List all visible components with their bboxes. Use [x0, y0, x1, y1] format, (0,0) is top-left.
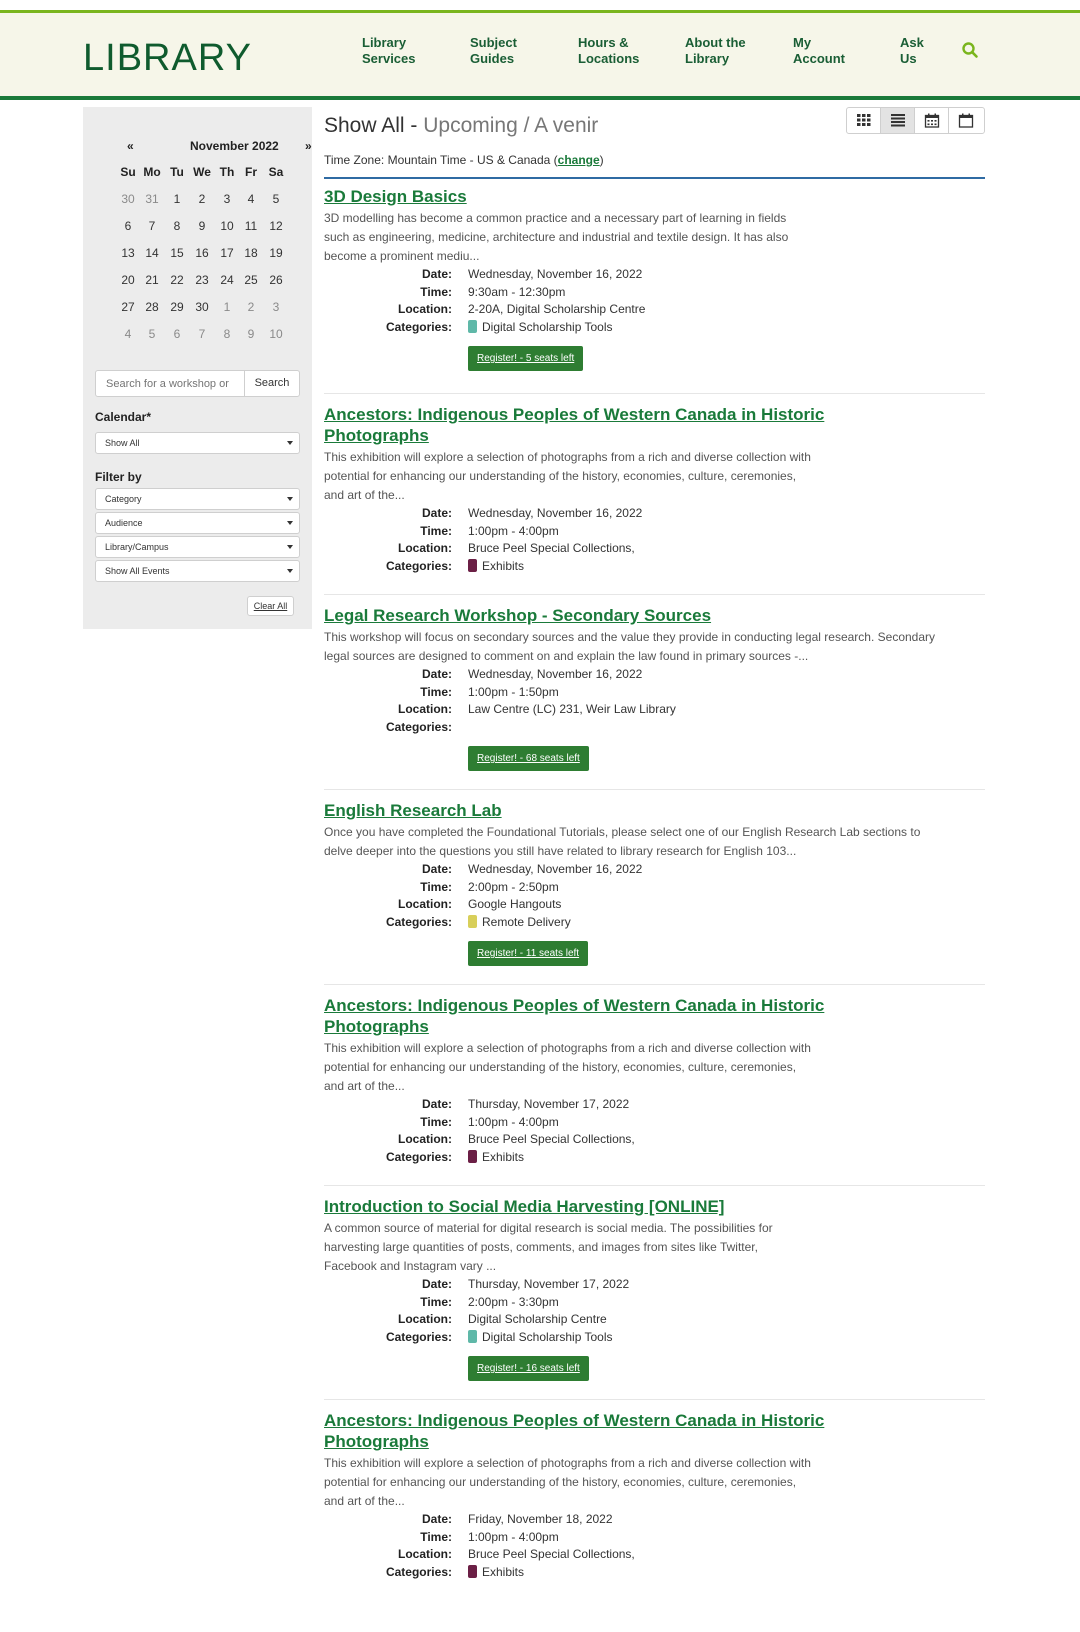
event-category: Remote Delivery — [468, 915, 571, 929]
event-location: Google Hangouts — [468, 897, 562, 911]
calendar-day[interactable]: 3 — [223, 192, 231, 206]
view-switcher — [846, 107, 985, 134]
event-time-row: Time: 1:00pm - 4:00pm — [420, 1529, 559, 1544]
chevron-down-icon — [287, 521, 293, 525]
event-date: Wednesday, November 16, 2022 — [468, 267, 643, 281]
calendar-day[interactable]: 11 — [244, 219, 258, 233]
grid-view-button[interactable] — [847, 108, 881, 133]
weekday-header: We — [193, 165, 211, 179]
calendar-day[interactable]: 27 — [121, 300, 135, 314]
calendar-day[interactable]: 4 — [124, 327, 132, 341]
event-item — [324, 995, 985, 1167]
category-select[interactable]: Category — [95, 488, 300, 510]
event-location-row: Location: Google Hangouts — [398, 897, 562, 911]
calendar-day[interactable]: 3 — [272, 300, 280, 314]
event-location-row: Location: 2-20A, Digital Scholarship Centre — [398, 302, 646, 316]
register-button[interactable]: Register! - 11 seats left — [468, 941, 588, 966]
event-location-row: Location: Bruce Peel Special Collections, — [398, 1547, 635, 1561]
audience-select[interactable]: Audience — [95, 512, 300, 534]
nav-subject-guides[interactable]: Subject Guides — [470, 35, 517, 66]
event-title-link[interactable]: Ancestors: Indigenous Peoples of Western Canada in Historic Photographs — [324, 1411, 825, 1451]
event-location-row: Location: Law Centre (LC) 231, Weir Law Library — [398, 702, 676, 716]
calendar-day[interactable]: 1 — [223, 300, 231, 314]
event-date-row: Date: Wednesday, November 16, 2022 — [421, 506, 643, 520]
day-calendar-icon — [958, 113, 974, 128]
calendar-day[interactable]: 17 — [220, 246, 234, 260]
calendar-month: November 2022 — [190, 139, 279, 153]
event-date: Thursday, November 17, 2022 — [468, 1277, 630, 1291]
event-meta — [324, 1097, 985, 1167]
event-time: 2:00pm - 3:30pm — [468, 1294, 559, 1309]
category-color-swatch — [468, 559, 477, 572]
calendar-label: Calendar* — [95, 410, 152, 424]
workshop-search — [95, 370, 300, 397]
event-title-link[interactable]: Ancestors: Indigenous Peoples of Western Canada in Historic Photographs — [324, 996, 825, 1036]
page-title: Show All - Upcoming / A venir — [324, 114, 599, 137]
event-location-row: Location: Digital Scholarship Centre — [398, 1312, 607, 1326]
event-time-row: Time: 1:00pm - 4:00pm — [420, 523, 559, 538]
nav-library-services[interactable]: Library Services — [362, 35, 416, 66]
event-time: 2:00pm - 2:50pm — [468, 879, 559, 894]
day-view-button[interactable] — [949, 108, 983, 133]
event-category: Digital Scholarship Tools — [468, 320, 613, 334]
library-campus-select[interactable]: Library/Campus — [95, 536, 300, 558]
category-color-swatch — [468, 320, 477, 333]
event-date-row: Date: Thursday, November 17, 2022 — [421, 1097, 630, 1111]
calendar-header — [115, 139, 312, 157]
event-description: 3D modelling has become a common practice and a necessary part of learning in fields such as engineering, medicine, architecture and industrial and textile design. It has also become a prominent mediu... — [324, 211, 789, 263]
event-location-row: Location: Bruce Peel Special Collections, — [398, 1132, 635, 1146]
event-date: Wednesday, November 16, 2022 — [468, 667, 643, 681]
event-meta — [324, 1277, 985, 1347]
event-date-row: Date: Wednesday, November 16, 2022 — [421, 667, 643, 681]
calendar-day[interactable]: 30 — [195, 300, 209, 314]
search-icon[interactable] — [961, 41, 979, 59]
calendar-day[interactable]: 6 — [124, 219, 132, 233]
event-date-row: Date: Friday, November 18, 2022 — [421, 1512, 613, 1526]
category-color-swatch — [468, 1330, 477, 1343]
event-location: Bruce Peel Special Collections, — [468, 1547, 635, 1561]
event-time: 9:30am - 12:30pm — [468, 284, 566, 299]
filter-label: Filter by — [95, 470, 142, 484]
calendar-day[interactable]: 15 — [170, 246, 184, 260]
event-title-link[interactable]: Legal Research Workshop - Secondary Sources — [324, 606, 712, 625]
event-category: Exhibits — [468, 1150, 524, 1164]
calendar-day[interactable]: 9 — [247, 327, 255, 341]
calendar-day[interactable]: 14 — [145, 246, 159, 260]
calendar-day[interactable]: 8 — [173, 219, 181, 233]
event-description: A common source of material for digital research is social media. The possibilities for harvesting large quantities of posts, comments, and images from sites like Twitter, Facebook and Instagram vary ... — [324, 1221, 773, 1273]
event-title-link[interactable]: Introduction to Social Media Harvesting [ONLINE] — [324, 1197, 725, 1216]
event-divider — [324, 393, 985, 394]
event-categories-row: Categories: — [385, 719, 452, 734]
event-description: This exhibition will explore a selection of photographs from a rich and diverse collection with potential for enhancing our understanding of the history, economies, culture, ceremonies, and art of the... — [324, 1041, 811, 1093]
weekday-header: Mo — [143, 165, 161, 179]
event-divider — [324, 789, 985, 790]
event-divider — [324, 594, 985, 595]
calendar-day[interactable]: 2 — [247, 300, 255, 314]
page-subtitle: Upcoming / A venir — [423, 114, 599, 137]
event-item — [324, 1410, 985, 1582]
category-color-swatch — [468, 1565, 477, 1578]
calendar-day[interactable]: 7 — [148, 219, 156, 233]
library-logo[interactable]: LIBRARY — [83, 37, 252, 79]
site-header — [0, 13, 1080, 96]
event-categories-row: Categories: Digital Scholarship Tools — [385, 1329, 613, 1344]
calendar-day[interactable]: 26 — [269, 273, 283, 287]
event-time-row: Time: 2:00pm - 3:30pm — [420, 1294, 559, 1309]
event-divider — [324, 984, 985, 985]
calendar-day[interactable]: 31 — [145, 192, 159, 206]
calendar-day[interactable]: 28 — [145, 300, 159, 314]
calendar-day[interactable]: 20 — [121, 273, 135, 287]
chevron-down-icon — [287, 569, 293, 573]
event-item — [324, 186, 985, 371]
event-time-row: Time: 1:00pm - 4:00pm — [420, 1114, 559, 1129]
event-categories-row: Categories: Digital Scholarship Tools — [385, 319, 613, 334]
event-time-row: Time: 1:00pm - 1:50pm — [420, 684, 559, 699]
event-meta — [324, 267, 985, 337]
event-location: 2-20A, Digital Scholarship Centre — [468, 302, 646, 316]
event-item — [324, 605, 985, 771]
calendar-day[interactable]: 1 — [173, 192, 181, 206]
prev-month-button[interactable]: « — [127, 139, 134, 153]
calendar-day[interactable]: 2 — [198, 192, 206, 206]
event-location-row: Location: Bruce Peel Special Collections, — [398, 541, 635, 555]
event-date: Wednesday, November 16, 2022 — [468, 506, 643, 520]
nav-about-library[interactable]: About the Library — [685, 35, 746, 66]
event-time: 1:00pm - 4:00pm — [468, 523, 559, 538]
event-categories-row: Categories: Exhibits — [385, 1564, 525, 1579]
event-divider — [324, 1185, 985, 1186]
calendar-day[interactable]: 12 — [269, 219, 283, 233]
event-date: Friday, November 18, 2022 — [468, 1512, 613, 1526]
event-item — [324, 800, 985, 966]
event-meta — [324, 862, 985, 932]
event-divider — [324, 1399, 985, 1400]
event-title-link[interactable]: English Research Lab — [324, 801, 502, 820]
calendar-day[interactable]: 6 — [173, 327, 181, 341]
category-color-swatch — [468, 915, 477, 928]
event-meta — [324, 506, 985, 576]
calendar-day[interactable]: 5 — [148, 327, 156, 341]
calendar-select[interactable]: Show All — [95, 432, 300, 454]
events-scope-select[interactable]: Show All Events — [95, 560, 300, 582]
calendar-day[interactable]: 8 — [223, 327, 231, 341]
weekday-header: Tu — [170, 165, 184, 179]
sidebar — [83, 107, 312, 629]
event-time: 1:00pm - 1:50pm — [468, 684, 559, 699]
event-description: Once you have completed the Foundational Tutorials, please select one of our English Research Lab sections to delve deeper into the questions you still have related to library research for English 103... — [324, 825, 921, 858]
register-button[interactable]: Register! - 16 seats left — [468, 1356, 589, 1381]
event-date-row: Date: Wednesday, November 16, 2022 — [421, 862, 643, 876]
event-category: Digital Scholarship Tools — [468, 1330, 613, 1344]
event-time-row: Time: 2:00pm - 2:50pm — [420, 879, 559, 894]
calendar-day[interactable]: 9 — [198, 219, 206, 233]
event-time: 1:00pm - 4:00pm — [468, 1529, 559, 1544]
event-category: Exhibits — [468, 1565, 524, 1579]
event-categories-row: Categories: Remote Delivery — [385, 914, 571, 929]
grid-icon — [856, 113, 872, 127]
category-color-swatch — [468, 1150, 477, 1163]
header-bottom-line — [0, 96, 1080, 100]
event-time: 1:00pm - 4:00pm — [468, 1114, 559, 1129]
workshop-search-input[interactable] — [96, 371, 244, 396]
calendar-day[interactable]: 29 — [170, 300, 184, 314]
list-icon — [890, 113, 906, 127]
calendar-day[interactable]: 4 — [247, 192, 255, 206]
event-description: This workshop will focus on secondary sources and the value they provide in conducting legal research. Secondary legal sources are designed to comment on and explain the law found in primary sources -... — [324, 630, 936, 663]
month-calendar-icon — [924, 113, 940, 128]
calendar-day[interactable]: 7 — [198, 327, 206, 341]
event-location: Digital Scholarship Centre — [468, 1312, 607, 1326]
calendar-day[interactable]: 19 — [269, 246, 283, 260]
event-categories-row: Categories: Exhibits — [385, 558, 525, 573]
calendar-day[interactable]: 30 — [121, 192, 135, 206]
timezone-line: Time Zone: Mountain Time - US & Canada (change) — [324, 153, 604, 167]
event-location: Law Centre (LC) 231, Weir Law Library — [468, 702, 676, 716]
calendar-day[interactable]: 21 — [145, 273, 159, 287]
month-view-button[interactable] — [915, 108, 949, 133]
weekday-header: Fr — [245, 165, 257, 179]
event-time-row: Time: 9:30am - 12:30pm — [420, 284, 566, 299]
calendar-day[interactable]: 22 — [170, 273, 184, 287]
event-location: Bruce Peel Special Collections, — [468, 541, 635, 555]
weekday-header: Th — [219, 165, 235, 179]
nav-hours-locations[interactable]: Hours & Locations — [578, 35, 640, 66]
calendar-day[interactable]: 13 — [121, 246, 135, 260]
calendar-day[interactable]: 24 — [220, 273, 234, 287]
chevron-down-icon — [287, 545, 293, 549]
event-date: Wednesday, November 16, 2022 — [468, 862, 643, 876]
event-title-link[interactable]: Ancestors: Indigenous Peoples of Western Canada in Historic Photographs — [324, 405, 825, 445]
chevron-down-icon — [287, 497, 293, 501]
weekday-header: Su — [120, 165, 136, 179]
nav-ask-us[interactable]: Ask Us — [900, 35, 924, 66]
calendar-day[interactable]: 16 — [195, 246, 209, 260]
event-title-link[interactable]: 3D Design Basics — [324, 187, 467, 206]
register-button[interactable]: Register! - 68 seats left — [468, 746, 589, 771]
weekday-header: Sa — [268, 165, 284, 179]
calendar-day[interactable]: 5 — [272, 192, 280, 206]
event-location: Bruce Peel Special Collections, — [468, 1132, 635, 1146]
calendar-day[interactable]: 25 — [244, 273, 258, 287]
event-item — [324, 1196, 985, 1381]
chevron-down-icon — [287, 441, 293, 445]
clear-all-button[interactable]: Clear All — [247, 596, 294, 616]
event-description: This exhibition will explore a selection of photographs from a rich and diverse collection with potential for enhancing our understanding of the history, economies, culture, ceremonies, and art of the... — [324, 1456, 811, 1508]
event-item — [324, 404, 985, 576]
change-timezone-link[interactable]: change — [557, 153, 600, 167]
heading-divider — [324, 177, 985, 179]
next-month-button[interactable]: » — [305, 139, 312, 153]
register-button[interactable]: Register! - 5 seats left — [468, 346, 583, 371]
event-description: This exhibition will explore a selection of photographs from a rich and diverse collection with potential for enhancing our understanding of the history, economies, culture, ceremonies, and art of the... — [324, 450, 811, 502]
calendar-day[interactable]: 10 — [220, 219, 234, 233]
calendar-day[interactable]: 10 — [269, 327, 283, 341]
event-category: Exhibits — [468, 559, 524, 573]
event-meta — [324, 667, 985, 737]
event-meta — [324, 1512, 985, 1582]
event-date: Thursday, November 17, 2022 — [468, 1097, 630, 1111]
calendar-day[interactable]: 23 — [195, 273, 209, 287]
event-categories-row: Categories: Exhibits — [385, 1149, 525, 1164]
event-date-row: Date: Thursday, November 17, 2022 — [421, 1277, 630, 1291]
nav-my-account[interactable]: My Account — [793, 35, 845, 66]
search-button[interactable]: Search — [244, 371, 299, 396]
event-date-row: Date: Wednesday, November 16, 2022 — [421, 267, 643, 281]
calendar-day[interactable]: 18 — [244, 246, 258, 260]
list-view-button[interactable] — [881, 108, 915, 133]
